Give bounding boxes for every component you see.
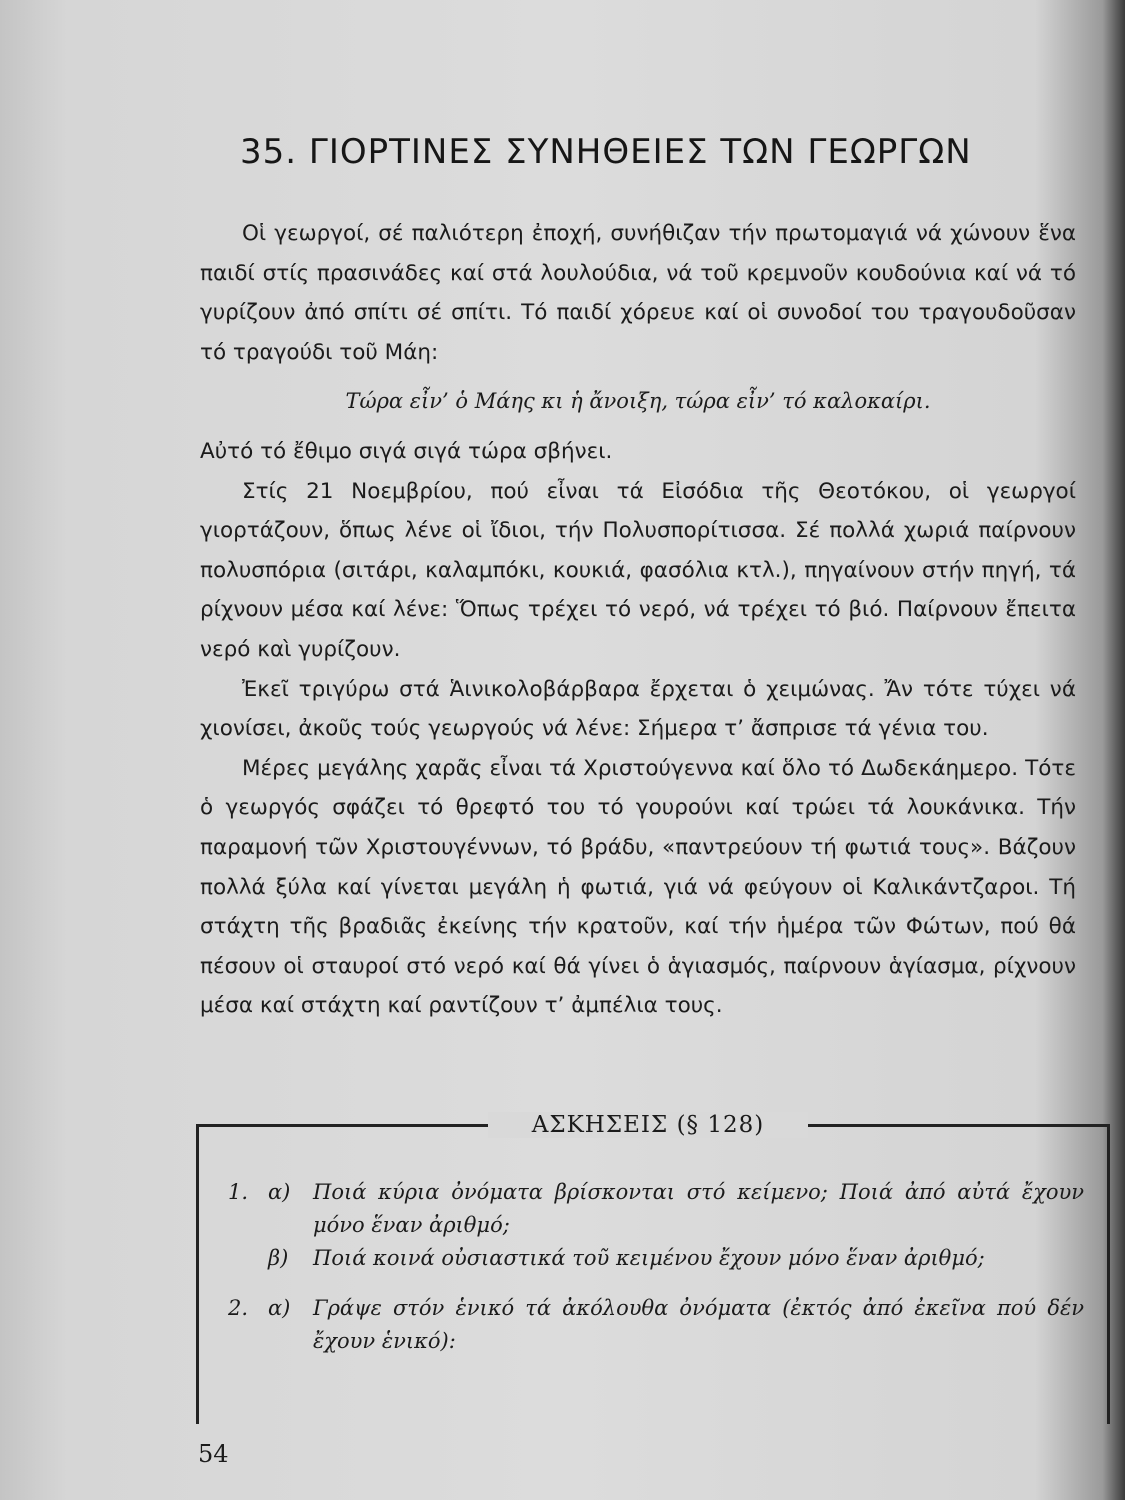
page-number: 54 (198, 1440, 229, 1468)
chapter-title: 35. ΓΙΟΡΤΙΝΕΣ ΣΥΝΗΘΕΙΕΣ ΤΩΝ ΓΕΩΡΓΩΝ (240, 132, 972, 172)
chapter-body (200, 214, 1076, 1026)
exercise-spacer (228, 1275, 1084, 1292)
exercise-number: 2. (228, 1296, 249, 1320)
exercises-list (228, 1176, 1084, 1358)
exercises-heading: ΑΣΚΗΣΕΙΣ (§ 128) (488, 1112, 808, 1138)
exercise-text: Ποιά κοινά οὐσιαστικά τοῦ κειμένου ἔχουν μόνο ἕναν ἀριθμό; (313, 1246, 985, 1270)
verse-line: Τώρα εἶν’ ὁ Μάης κι ἡ ἄνοιξη, τώρα εἶν’ τό καλοκαίρι. (345, 389, 931, 414)
paragraph-5: Μέρες μεγάλης χαρᾶς εἶναι τά Χριστούγεννα καί ὅλο τό Δωδεκάημερο. Τότε ὁ γεωργός σφάζει τό θρεφτό του τό γουρούνι καί τρώει τά λουκάνικα. Τήν παραμονή τῶν Χριστουγέννων, τό βράδυ, «παντρεύουν τή φωτιά τους». Βάζουν πολλά ξύλα καί γίνεται μεγάλη ἡ φωτιά, γιά νά φεύγουν οἱ Καλικάντζαροι. Τή στάχτη τῆς βραδιᾶς ἐκείνης τήν κρατοῦν, καί τήν ἡμέρα τῶν Φώτων, πού θά πέσουν οἱ σταυροί στό νερό καί θά γίνει ὁ ἁγιασμός, παίρνουν ἁγίασμα, ρίχνουν μέσα καί στάχτη καί ραντίζουν τ’ ἀμπέλια τους. (200, 755, 1076, 1019)
paragraph-3: Στίς 21 Νοεμβρίου, πού εἶναι τά Εἰσόδια τῆς Θεοτόκου, οἱ γεωργοί γιορτάζουν, ὅπως λένε οἱ ἴδιοι, τήν Πολυσπορίτισσα. Σέ πολλά χωριά παίρνουν πολυσπόρια (σιτάρι, καλαμπόκι, κουκιά, φασόλια κτλ.), πηγαίνουν στήν πηγή, τά ρίχνουν μέσα καί λένε: Ὅπως τρέχει τό νερό, νά τρέχει τό βιό. Παίρνουν ἔπειτα νερό καὶ γυρίζουν. (200, 478, 1076, 662)
exercise-item (228, 1176, 1084, 1242)
paragraph-2: Αὐτό τό ἔθιμο σιγά σιγά τώρα σβήνει. (200, 438, 613, 464)
exercise-item (228, 1242, 1084, 1275)
exercise-letter: α) (268, 1180, 291, 1204)
exercise-letter: α) (268, 1296, 291, 1320)
exercise-number: 1. (228, 1180, 249, 1204)
exercise-text: Γράψε στόν ἑνικό τά ἀκόλουθα ὀνόματα (ἐκτός ἀπό ἐκεῖνα πού δέν ἔχουν ἑνικό): (313, 1296, 1084, 1353)
exercise-item (228, 1292, 1084, 1358)
paragraph-1: Οἱ γεωργοί, σέ παλιότερη ἐποχή, συνήθιζαν τήν πρωτομαγιά νά χώνουν ἕνα παιδί στίς πρασινάδες καί στά λουλούδια, νά τοῦ κρεμνοῦν κουδούνια καί νά τό γυρίζουν ἀπό σπίτι σέ σπίτι. Τό παιδί χόρευε καί οἱ συνοδοί του τραγουδοῦσαν τό τραγούδι τοῦ Μάη: (200, 221, 1076, 365)
exercise-number (228, 1242, 268, 1275)
exercise-text: Ποιά κύρια ὀνόματα βρίσκονται στό κείμενο; Ποιά ἀπό αὐτά ἔχουν μόνο ἕναν ἀριθμό; (313, 1180, 1084, 1237)
exercise-letter: β) (268, 1246, 289, 1270)
paragraph-4: Ἐκεῖ τριγύρω στά Ἁινικολοβάρβαρα ἔρχεται ὁ χειμώνας. Ἄν τότε τύχει νά χιονίσει, ἀκοῦς τούς γεωργούς νά λένε: Σήμερα τ’ ἄσπρισε τά γένια του. (200, 676, 1076, 742)
